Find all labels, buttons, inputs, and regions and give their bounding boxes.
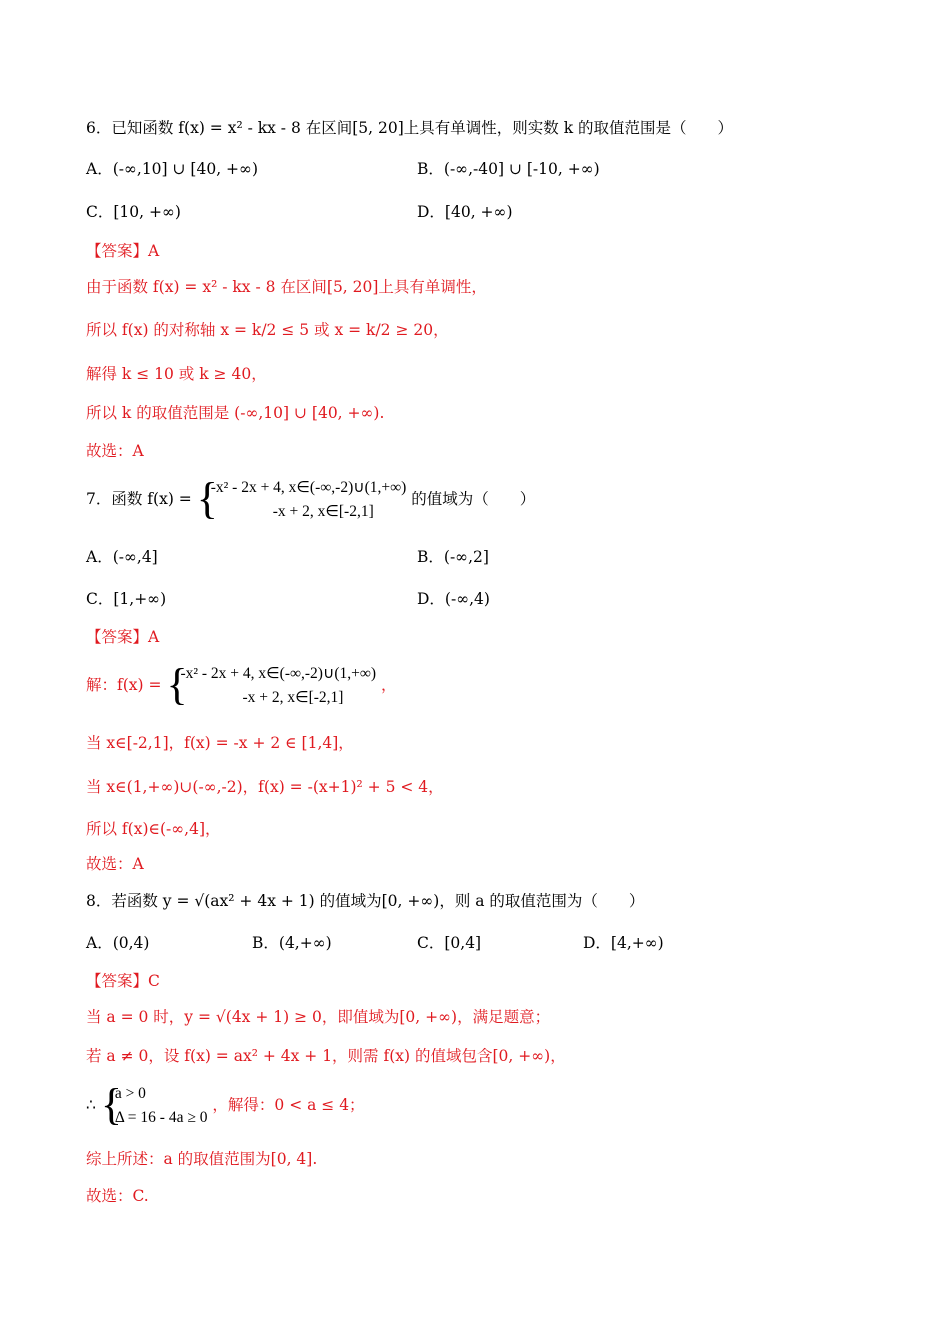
q8-system-row-2: Δ = 16 - 4a ≥ 0	[114, 1109, 208, 1126]
q8-answer: 【答案】C	[86, 972, 160, 990]
q8-option-b: B．(4,+∞)	[252, 934, 332, 952]
q7-option-d: D．(-∞,4)	[417, 590, 490, 608]
q8-solution-line-2: 若 a ≠ 0，设 f(x) = ax² + 4x + 1，则需 f(x) 的值域包含[0, +∞)，	[86, 1047, 566, 1065]
q6-answer: 【答案】A	[86, 242, 160, 260]
q7-stem	[86, 474, 535, 524]
q8-inequality-system: { a > 0 Δ = 16 - 4a ≥ 0	[100, 1080, 208, 1129]
q6-stem: 6．已知函数 f(x) = x² - kx - 8 在区间[5, 20]上具有单调性，则实数 k 的取值范围是（ ）	[86, 119, 734, 137]
q6-solution-line-1: 由于函数 f(x) = x² - kx - 8 在区间[5, 20]上具有单调性，	[86, 278, 487, 296]
q7-case-1: -x² - 2x + 4, x∈(-∞,-2)∪(1,+∞)	[210, 479, 407, 496]
q7-option-a: A．(-∞,4]	[86, 548, 158, 566]
q7-solution-line-1: 当 x∈[-2,1]，f(x) = -x + 2 ∈ [1,4]，	[86, 734, 354, 752]
q7-solution-case-2: -x + 2, x∈[-2,1]	[242, 689, 344, 706]
q7-case-2: -x + 2, x∈[-2,1]	[272, 503, 374, 520]
q7-solution-suffix: ，	[381, 676, 397, 694]
q7-solution-case-1: -x² - 2x + 4, x∈(-∞,-2)∪(1,+∞)	[180, 665, 377, 682]
q7-option-c: C．[1,+∞)	[86, 590, 167, 608]
q6-solution-line-4: 所以 k 的取值范围是 (-∞,10] ∪ [40, +∞).	[86, 404, 385, 422]
q6-solution-line-5: 故选：A	[86, 442, 144, 460]
therefore-symbol: ∴	[86, 1096, 96, 1114]
q6-option-b: B．(-∞,-40] ∪ [-10, +∞)	[417, 160, 600, 178]
q6-option-a: A．(-∞,10] ∪ [40, +∞)	[86, 160, 258, 178]
q7-solution-line-2: 当 x∈(1,+∞)∪(-∞,-2)，f(x) = -(x+1)² + 5 < 4，	[86, 778, 444, 796]
q7-stem-suffix: 的值域为（ ）	[411, 490, 536, 508]
q7-solution-prefix: 解：f(x) =	[86, 676, 162, 694]
q7-solution-line-3: 所以 f(x)∈(-∞,4]，	[86, 820, 221, 838]
q8-system-suffix: ，解得：0 < a ≤ 4；	[212, 1096, 365, 1114]
q7-solution-line-4: 故选：A	[86, 855, 144, 873]
q8-solution-system	[86, 1080, 365, 1130]
q7-answer: 【答案】A	[86, 628, 160, 646]
q8-system-row-1: a > 0	[114, 1085, 146, 1102]
q7-piecewise: { -x² - 2x + 4, x∈(-∞,-2)∪(1,+∞) -x + 2, x∈[-2,1]	[196, 474, 407, 523]
q8-solution-line-1: 当 a = 0 时，y = √(4x + 1) ≥ 0，即值域为[0, +∞)，满足题意；	[86, 1008, 551, 1026]
q7-option-b: B．(-∞,2]	[417, 548, 489, 566]
q7-solution-intro	[86, 660, 397, 710]
q7-solution-piecewise: { -x² - 2x + 4, x∈(-∞,-2)∪(1,+∞) -x + 2, x∈[-2,1]	[166, 660, 377, 709]
q8-option-c: C．[0,4]	[417, 934, 482, 952]
q8-stem: 8．若函数 y = √(ax² + 4x + 1) 的值域为[0, +∞)，则 a 的取值范围为（ ）	[86, 892, 645, 910]
q6-option-d: D．[40, +∞)	[417, 203, 513, 221]
q8-conclusion: 综上所述：a 的取值范围为[0, 4].	[86, 1150, 318, 1168]
q6-option-c: C．[10, +∞)	[86, 203, 181, 221]
q7-stem-prefix: 7．函数 f(x) =	[86, 490, 192, 508]
q8-option-d: D．[4,+∞)	[583, 934, 664, 952]
q8-final: 故选：C.	[86, 1187, 149, 1205]
q6-solution-line-2: 所以 f(x) 的对称轴 x = k/2 ≤ 5 或 x = k/2 ≥ 20，	[86, 321, 449, 339]
q8-option-a: A．(0,4)	[86, 934, 150, 952]
q6-solution-line-3: 解得 k ≤ 10 或 k ≥ 40，	[86, 365, 267, 383]
